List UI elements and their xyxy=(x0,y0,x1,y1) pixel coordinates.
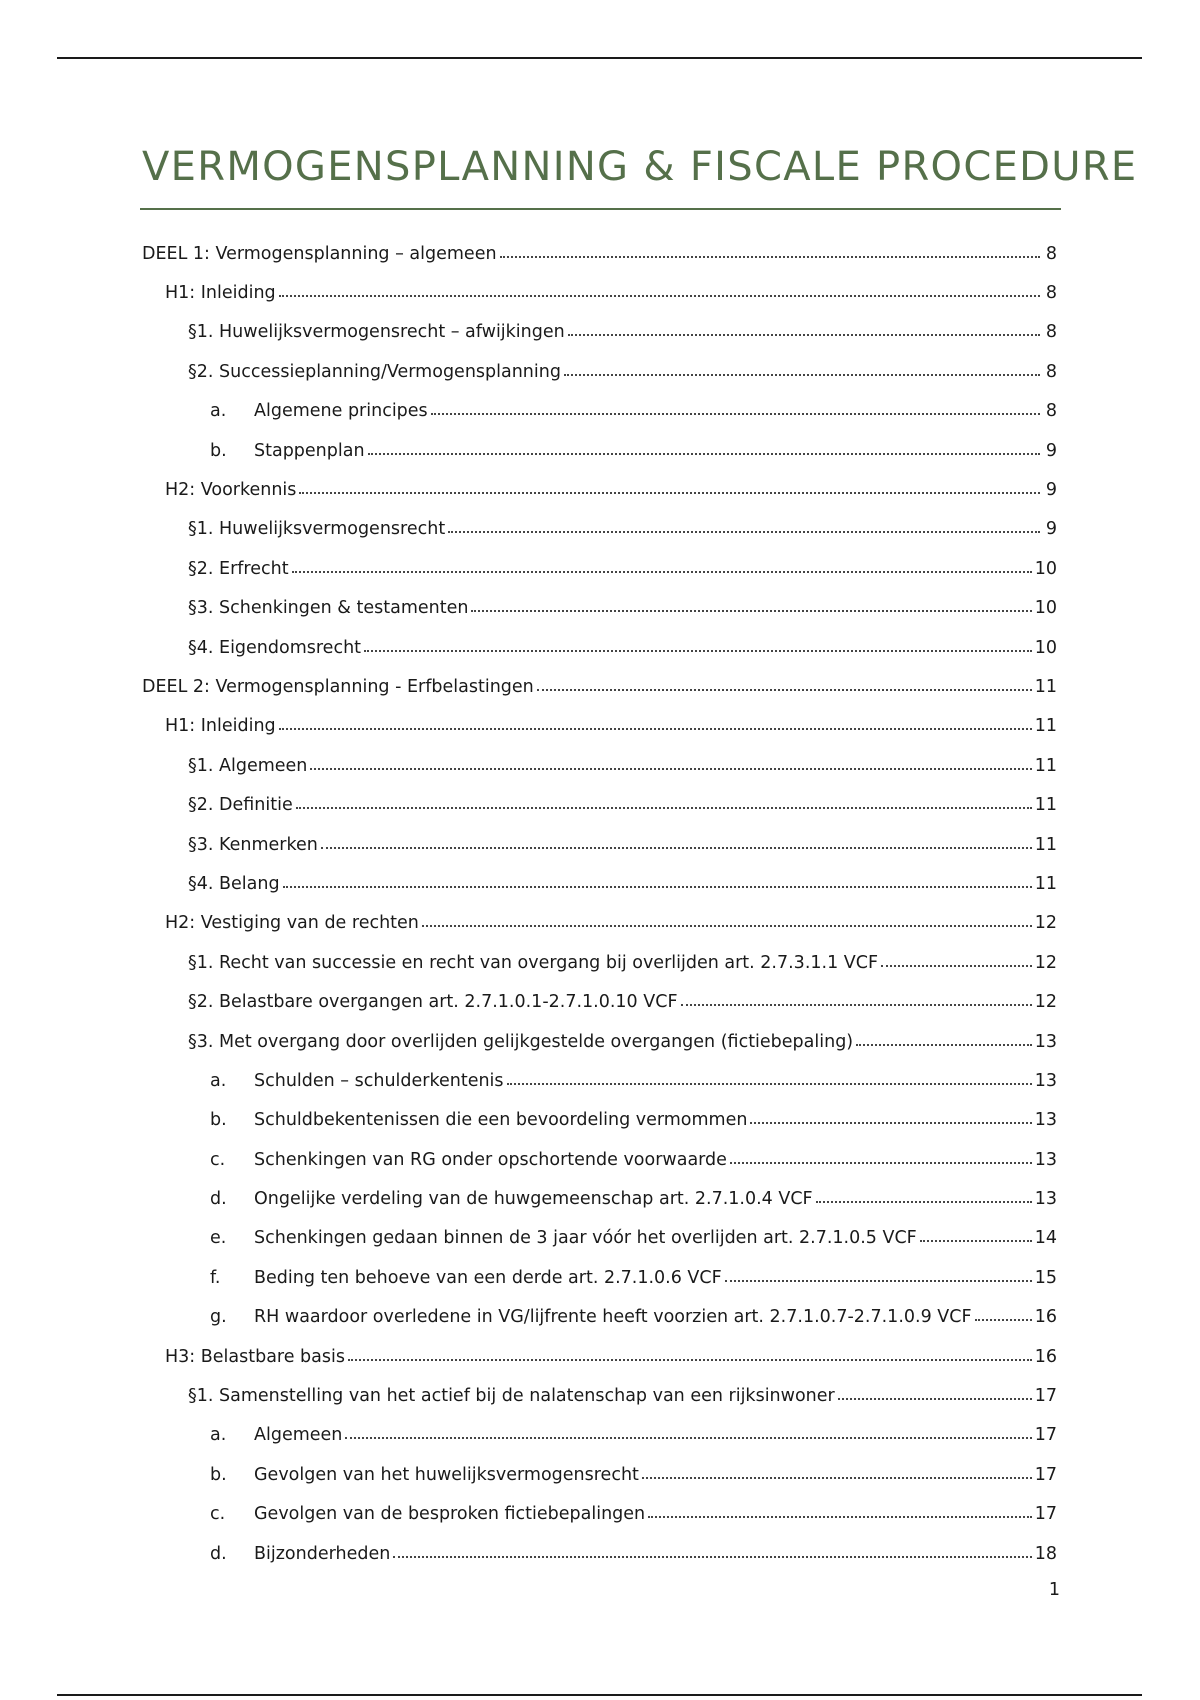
toc-entry[interactable] xyxy=(142,470,1057,509)
header-rule xyxy=(57,57,1142,59)
dot-leader xyxy=(310,768,1031,770)
toc-entry-page: 17 xyxy=(1034,1504,1057,1525)
toc-entry[interactable] xyxy=(142,589,1057,628)
toc-entry-page: 14 xyxy=(1034,1228,1057,1249)
toc-entry-page: 8 xyxy=(1045,283,1057,304)
toc-entry-text: Algemene principes xyxy=(254,401,428,422)
toc-entry-page: 11 xyxy=(1034,755,1057,776)
toc-entry-marker: c. xyxy=(210,1504,226,1525)
toc-entry-text: §3. Met overgang door overlijden gelijkgestelde overgangen (fictiebepaling) xyxy=(188,1031,854,1052)
dot-leader xyxy=(279,728,1032,730)
toc-entry-marker: b. xyxy=(210,440,227,461)
toc-entry-text: §1. Samenstelling van het actief bij de nalatenschap van een rijksinwoner xyxy=(188,1386,835,1407)
toc-entry[interactable] xyxy=(142,1022,1057,1061)
toc-entry[interactable] xyxy=(142,707,1057,746)
dot-leader xyxy=(507,1083,1032,1085)
title-underline xyxy=(140,208,1061,210)
toc-entry-text: §2. Successieplanning/Vermogensplanning xyxy=(188,361,561,382)
dot-leader xyxy=(725,1280,1032,1282)
toc-entry-text: §3. Kenmerken xyxy=(188,834,318,855)
toc-entry[interactable] xyxy=(142,943,1057,982)
toc-entry-page: 11 xyxy=(1034,676,1057,697)
dot-leader xyxy=(368,453,1040,455)
toc-entry-text: H1: Inleiding xyxy=(165,283,276,304)
toc-entry-text: DEEL 2: Vermogensplanning - Erfbelastingen xyxy=(142,676,534,697)
toc-entry-page: 12 xyxy=(1034,913,1057,934)
toc-entry-marker: b. xyxy=(210,1110,227,1131)
toc-entry[interactable] xyxy=(142,1455,1057,1494)
toc-entry-page: 10 xyxy=(1034,558,1057,579)
toc-entry[interactable] xyxy=(142,825,1057,864)
toc-entry-page: 8 xyxy=(1045,401,1057,422)
dot-leader xyxy=(975,1319,1032,1321)
toc-entry-marker: e. xyxy=(210,1228,227,1249)
dot-leader xyxy=(537,689,1032,691)
toc-entry-marker: d. xyxy=(210,1189,227,1210)
document-title: VERMOGENSPLANNING & FISCALE PROCEDURE xyxy=(142,144,1138,190)
toc-entry-text: §1. Huwelijksvermogensrecht xyxy=(188,519,446,540)
toc-entry-marker: a. xyxy=(210,401,227,422)
toc-entry-page: 13 xyxy=(1034,1070,1057,1091)
toc-entry-text: H2: Vestiging van de rechten xyxy=(165,913,419,934)
dot-leader xyxy=(345,1437,1031,1439)
toc-entry[interactable] xyxy=(142,1337,1057,1376)
dot-leader xyxy=(448,531,1040,533)
toc-entry-page: 17 xyxy=(1034,1425,1057,1446)
toc-entry-page: 15 xyxy=(1034,1267,1057,1288)
toc-entry-marker: g. xyxy=(210,1307,227,1328)
toc-entry-text: §2. Belastbare overgangen art. 2.7.1.0.1-2.7.1.0.10 VCF xyxy=(188,992,678,1013)
toc-entry-page: 11 xyxy=(1034,873,1057,894)
toc-entry-marker: d. xyxy=(210,1543,227,1564)
page-number: 1 xyxy=(1048,1580,1060,1600)
toc-entry-text: §1. Recht van successie en recht van overgang bij overlijden art. 2.7.3.1.1 VCF xyxy=(188,952,879,973)
toc-entry-text: RH waardoor overledene in VG/lijfrente heeft voorzien art. 2.7.1.0.7-2.7.1.0.9 VCF xyxy=(254,1307,972,1328)
toc-entry-page: 10 xyxy=(1034,637,1057,658)
dot-leader xyxy=(648,1516,1032,1518)
toc-entry-page: 13 xyxy=(1034,1031,1057,1052)
dot-leader xyxy=(393,1556,1031,1558)
toc-entry-page: 9 xyxy=(1045,440,1057,461)
toc-entry[interactable] xyxy=(142,392,1057,431)
dot-leader xyxy=(681,1004,1032,1006)
toc-entry-page: 18 xyxy=(1034,1543,1057,1564)
toc-entry-page: 16 xyxy=(1034,1307,1057,1328)
toc-entry[interactable] xyxy=(142,746,1057,785)
toc-entry-text: Stappenplan xyxy=(254,440,365,461)
toc-entry-page: 13 xyxy=(1034,1110,1057,1131)
toc-entry-page: 13 xyxy=(1034,1189,1057,1210)
toc-entry[interactable] xyxy=(142,1258,1057,1297)
toc-entry-text: §2. Definitie xyxy=(188,795,293,816)
toc-entry-text: §1. Huwelijksvermogensrecht – afwijkingen xyxy=(188,322,565,343)
toc-entry-text: Bijzonderheden xyxy=(254,1543,391,1564)
toc-entry-marker: f. xyxy=(210,1267,221,1288)
footer-rule xyxy=(57,1694,1142,1696)
toc-entry-page: 12 xyxy=(1034,952,1057,973)
toc-entry-text: Gevolgen van de besproken fictiebepalingen xyxy=(254,1504,646,1525)
toc-entry-text: H2: Voorkennis xyxy=(165,480,297,501)
toc-entry[interactable] xyxy=(142,864,1057,903)
toc-entry[interactable] xyxy=(142,313,1057,352)
toc-entry-page: 12 xyxy=(1034,992,1057,1013)
toc-entry-page: 10 xyxy=(1034,598,1057,619)
toc-entry-text: Schenkingen gedaan binnen de 3 jaar vóór het overlijden art. 2.7.1.0.5 VCF xyxy=(254,1228,917,1249)
dot-leader xyxy=(471,610,1031,612)
dot-leader xyxy=(564,374,1040,376)
dot-leader xyxy=(730,1162,1032,1164)
dot-leader xyxy=(881,965,1032,967)
toc-entry[interactable] xyxy=(142,549,1057,588)
toc-entry-text: §3. Schenkingen & testamenten xyxy=(188,598,469,619)
toc-entry-page: 17 xyxy=(1034,1464,1057,1485)
dot-leader xyxy=(296,807,1032,809)
toc-entry[interactable] xyxy=(142,1219,1057,1258)
toc-entry-text: H3: Belastbare basis xyxy=(165,1346,345,1367)
toc-entry-text: Beding ten behoeve van een derde art. 2.7.1.0.6 VCF xyxy=(254,1267,722,1288)
dot-leader xyxy=(348,1359,1032,1361)
toc-entry-marker: c. xyxy=(210,1149,226,1170)
dot-leader xyxy=(321,847,1032,849)
toc-entry[interactable] xyxy=(142,1376,1057,1415)
dot-leader xyxy=(279,295,1040,297)
dot-leader xyxy=(283,886,1032,888)
toc-entry-page: 16 xyxy=(1034,1346,1057,1367)
toc-entry-page: 11 xyxy=(1034,834,1057,855)
toc-entry[interactable] xyxy=(142,352,1057,391)
toc-entry[interactable] xyxy=(142,234,1057,273)
toc-entry-marker: b. xyxy=(210,1464,227,1485)
dot-leader xyxy=(750,1122,1031,1124)
toc-entry[interactable] xyxy=(142,1179,1057,1218)
toc-entry-text: H1: Inleiding xyxy=(165,716,276,737)
toc-entry[interactable] xyxy=(142,904,1057,943)
toc-entry[interactable] xyxy=(142,1061,1057,1100)
toc-entry[interactable] xyxy=(142,667,1057,706)
toc-entry-text: DEEL 1: Vermogensplanning – algemeen xyxy=(142,243,497,264)
dot-leader xyxy=(856,1044,1032,1046)
toc-entry-text: §4. Eigendomsrecht xyxy=(188,637,362,658)
dot-leader xyxy=(299,492,1040,494)
toc-entry-page: 11 xyxy=(1034,716,1057,737)
toc-entry-text: §4. Belang xyxy=(188,873,280,894)
toc-entry-text: Gevolgen van het huwelijksvermogensrecht xyxy=(254,1464,639,1485)
toc-entry-page: 13 xyxy=(1034,1149,1057,1170)
toc-entry[interactable] xyxy=(142,982,1057,1021)
toc-entry-text: Schulden – schulderkentenis xyxy=(254,1070,504,1091)
toc-entry-marker: a. xyxy=(210,1070,227,1091)
toc-entry[interactable] xyxy=(142,510,1057,549)
toc-entry[interactable] xyxy=(142,1416,1057,1455)
toc-entry-text: Ongelijke verdeling van de huwgemeenschap art. 2.7.1.0.4 VCF xyxy=(254,1189,813,1210)
toc-entry[interactable] xyxy=(142,628,1057,667)
toc-entry[interactable] xyxy=(142,1534,1057,1573)
dot-leader xyxy=(920,1240,1032,1242)
toc-entry[interactable] xyxy=(142,273,1057,312)
dot-leader xyxy=(838,1398,1032,1400)
toc-entry[interactable] xyxy=(142,1140,1057,1179)
toc-entry-page: 9 xyxy=(1045,519,1057,540)
toc-entry[interactable] xyxy=(142,1101,1057,1140)
toc-entry-text: Algemeen xyxy=(254,1425,343,1446)
toc-entry[interactable] xyxy=(142,1298,1057,1337)
toc-entry-page: 8 xyxy=(1045,361,1057,382)
toc-entry-text: Schuldbekentenissen die een bevoordeling vermommen xyxy=(254,1110,748,1131)
dot-leader xyxy=(364,650,1032,652)
toc-entry-page: 8 xyxy=(1045,243,1057,264)
dot-leader xyxy=(292,571,1032,573)
toc-entry-marker: a. xyxy=(210,1425,227,1446)
dot-leader xyxy=(431,413,1040,415)
dot-leader xyxy=(500,256,1040,258)
toc-entry-page: 8 xyxy=(1045,322,1057,343)
toc-entry[interactable] xyxy=(142,785,1057,824)
toc-entry-text: §2. Erfrecht xyxy=(188,558,289,579)
toc-entry-text: §1. Algemeen xyxy=(188,755,308,776)
dot-leader xyxy=(422,925,1032,927)
toc-entry-page: 11 xyxy=(1034,795,1057,816)
toc-entry[interactable] xyxy=(142,1495,1057,1534)
toc-entry[interactable] xyxy=(142,431,1057,470)
toc-entry-text: Schenkingen van RG onder opschortende voorwaarde xyxy=(254,1149,727,1170)
dot-leader xyxy=(642,1477,1032,1479)
dot-leader xyxy=(816,1201,1032,1203)
toc-entry-page: 9 xyxy=(1045,480,1057,501)
dot-leader xyxy=(568,334,1040,336)
toc-entry-page: 17 xyxy=(1034,1386,1057,1407)
table-of-contents xyxy=(142,234,1057,1573)
